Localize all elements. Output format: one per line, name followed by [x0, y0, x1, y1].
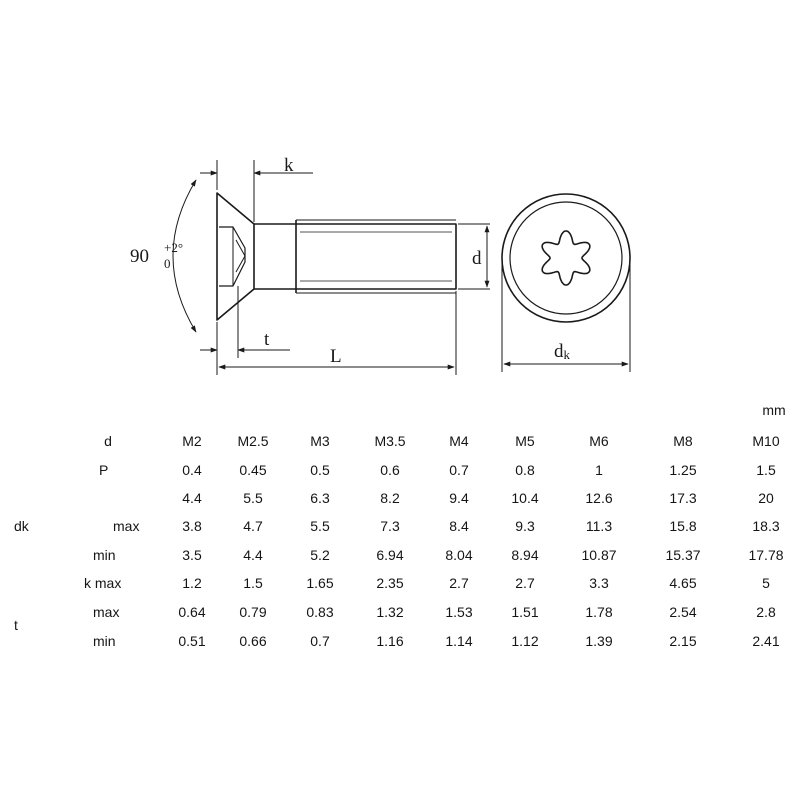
- table-cell: 2.15: [669, 633, 697, 649]
- table-cell: 1.12: [511, 633, 539, 649]
- size-header-m2: M2: [182, 433, 202, 449]
- table-cell: 1.53: [445, 604, 473, 620]
- table-cell: 5: [762, 575, 770, 591]
- table-cell: 12.6: [585, 490, 613, 506]
- table-cell: 2.8: [756, 604, 776, 620]
- table-cell: 8.4: [449, 518, 469, 534]
- unit-label: mm: [762, 402, 786, 418]
- size-header-m3-5: M3.5: [374, 433, 406, 449]
- table-cell: 1.32: [376, 604, 404, 620]
- table-cell: 0.66: [239, 633, 267, 649]
- table-cell: 8.2: [380, 490, 400, 506]
- table-cell: 2.7: [449, 575, 469, 591]
- table-cell: 1.39: [585, 633, 613, 649]
- table-cell: 2.41: [752, 633, 780, 649]
- table-cell: 3.5: [182, 547, 202, 563]
- table-cell: 17.3: [669, 490, 697, 506]
- table-cell: 3.3: [589, 575, 609, 591]
- row-label: max: [93, 604, 120, 620]
- size-header-m5: M5: [515, 433, 535, 449]
- table-cell: 1.5: [756, 462, 776, 478]
- t-label: t: [264, 329, 270, 350]
- table-cell: 6.94: [376, 547, 404, 563]
- d-label: d: [472, 248, 482, 269]
- table-cell: 4.4: [243, 547, 263, 563]
- table-cell: 7.3: [380, 518, 400, 534]
- table-cell: 10.4: [511, 490, 539, 506]
- table-cell: 3.8: [182, 518, 202, 534]
- table-cell: 2.35: [376, 575, 404, 591]
- table-cell: 1.78: [585, 604, 613, 620]
- table-cell: 2.54: [669, 604, 697, 620]
- table-cell: 0.64: [178, 604, 206, 620]
- screw-side-view: [217, 193, 456, 320]
- table-cell: 5.5: [310, 518, 330, 534]
- size-header-m2-5: M2.5: [237, 433, 269, 449]
- angle-main-label: 90: [130, 246, 149, 267]
- table-cell: 2.7: [515, 575, 535, 591]
- table-cell: 5.2: [310, 547, 330, 563]
- table-cell: 0.8: [515, 462, 535, 478]
- table-cell: 0.6: [380, 462, 400, 478]
- table-cell: 0.7: [449, 462, 469, 478]
- table-cell: 20: [758, 490, 774, 506]
- size-header-m8: M8: [673, 433, 693, 449]
- table-cell: 17.78: [748, 547, 784, 563]
- table-cell: 15.37: [665, 547, 701, 563]
- k-label: k: [284, 155, 294, 176]
- table-cell: 1.5: [243, 575, 263, 591]
- table-cell: 1.14: [445, 633, 473, 649]
- table-cell: 1.2: [182, 575, 202, 591]
- row-group-label-dk: dk: [14, 518, 29, 534]
- table-cell: 1.65: [306, 575, 334, 591]
- table-cell: 4.4: [182, 490, 202, 506]
- row-label: max: [113, 518, 140, 534]
- table-cell: 0.83: [306, 604, 334, 620]
- table-cell: 8.04: [445, 547, 473, 563]
- table-cell: 0.4: [182, 462, 202, 478]
- row-group-label-t: t: [14, 617, 18, 633]
- table-cell: 0.5: [310, 462, 330, 478]
- table-cell: 5.5: [243, 490, 263, 506]
- table-cell: 11.3: [585, 518, 613, 534]
- angle-upper-label: +2°: [164, 240, 184, 255]
- table-cell: 0.51: [178, 633, 206, 649]
- table-cell: 6.3: [310, 490, 330, 506]
- angle-lower-label: 0: [164, 256, 171, 271]
- L-label: L: [330, 346, 342, 367]
- table-cell: 1.25: [669, 462, 697, 478]
- table-cell: 9.3: [515, 518, 535, 534]
- torx-recess-icon: [542, 231, 590, 285]
- table-cell: 10.87: [581, 547, 617, 563]
- size-header-m4: M4: [449, 433, 469, 449]
- size-header-m10: M10: [752, 433, 780, 449]
- screw-head-front-view: [502, 194, 630, 322]
- table-cell: 4.65: [669, 575, 697, 591]
- table-cell: 0.45: [239, 462, 267, 478]
- row-label: min: [93, 547, 116, 563]
- table-cell: 1.16: [376, 633, 404, 649]
- row-label: k max: [84, 575, 122, 591]
- header-d-label: d: [104, 433, 112, 449]
- table-cell: 8.94: [511, 547, 539, 563]
- size-header-m3: M3: [310, 433, 330, 449]
- table-cell: 1.51: [511, 604, 539, 620]
- table-cell: 4.7: [243, 518, 263, 534]
- table-cell: 0.7: [310, 633, 330, 649]
- table-cell: 0.79: [239, 604, 267, 620]
- drawing-labels: [130, 155, 571, 367]
- table-cell: 9.4: [449, 490, 469, 506]
- table-cell: 15.8: [669, 518, 697, 534]
- row-label: min: [93, 633, 116, 649]
- table-cell: 1: [595, 462, 603, 478]
- dk-label: dk: [554, 341, 570, 362]
- table-cell: 18.3: [752, 518, 780, 534]
- size-header-m6: M6: [589, 433, 609, 449]
- row-label: P: [99, 462, 109, 478]
